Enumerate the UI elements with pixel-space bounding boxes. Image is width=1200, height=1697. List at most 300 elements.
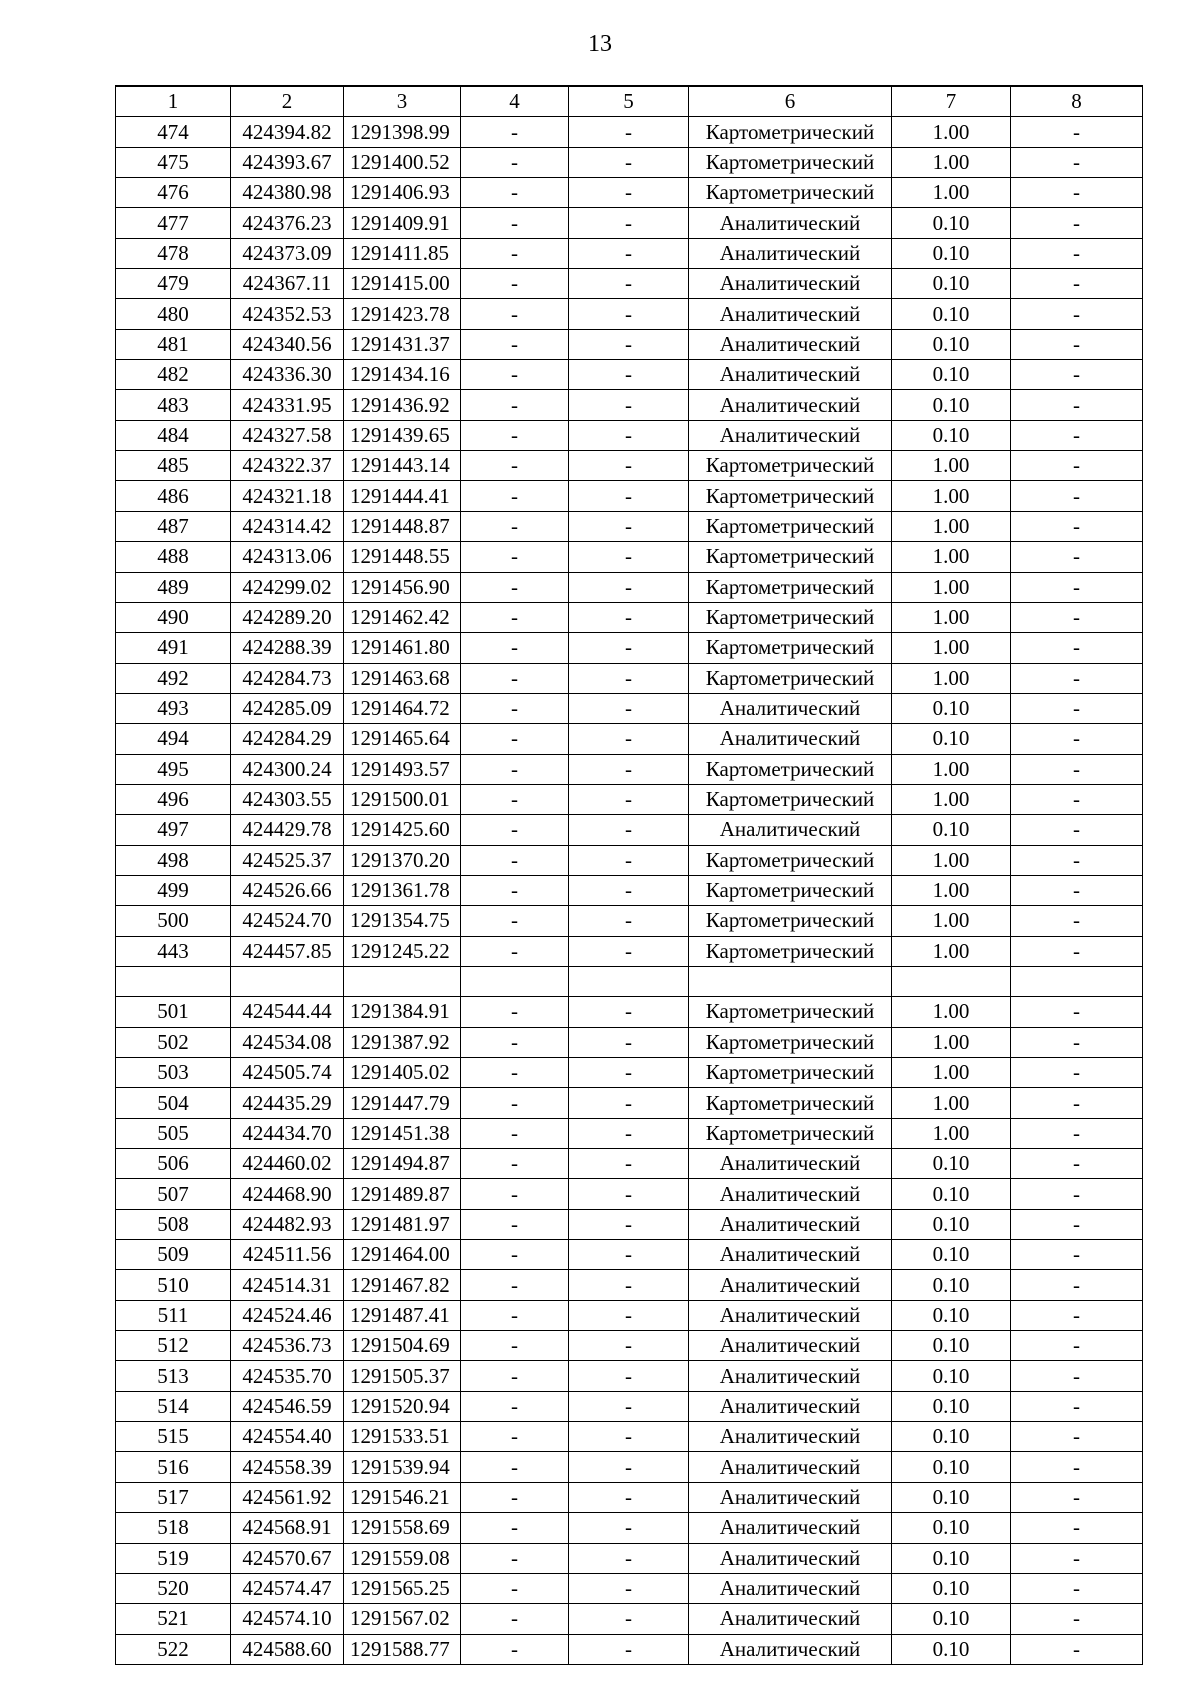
table-cell: 474 xyxy=(116,117,231,147)
table-row xyxy=(116,329,1143,359)
table-cell: 0.10 xyxy=(892,1452,1011,1482)
table-cell: Аналитический xyxy=(689,299,892,329)
table-cell: - xyxy=(569,542,689,572)
table-cell: - xyxy=(461,542,569,572)
table-cell: 1291434.16 xyxy=(344,360,461,390)
table-cell: 0.10 xyxy=(892,360,1011,390)
table-row xyxy=(116,1331,1143,1361)
table-cell: 0.10 xyxy=(892,1209,1011,1239)
table-cell: Аналитический xyxy=(689,360,892,390)
table-cell: 1291425.60 xyxy=(344,815,461,845)
table-cell: - xyxy=(461,451,569,481)
page-number: 13 xyxy=(588,31,612,57)
table-cell: Аналитический xyxy=(689,1179,892,1209)
table-cell: 1291456.90 xyxy=(344,572,461,602)
table-cell: - xyxy=(461,1300,569,1330)
table-cell: 0.10 xyxy=(892,1300,1011,1330)
table-cell: 424536.73 xyxy=(231,1331,344,1361)
table-cell: 493 xyxy=(116,693,231,723)
table-cell: - xyxy=(1011,269,1143,299)
table-cell: - xyxy=(461,997,569,1027)
table-cell: 1291464.00 xyxy=(344,1240,461,1270)
table-cell: - xyxy=(1011,754,1143,784)
table-cell: Аналитический xyxy=(689,1634,892,1664)
table-cell: 513 xyxy=(116,1361,231,1391)
table-cell: 521 xyxy=(116,1604,231,1634)
table-cell: Аналитический xyxy=(689,1149,892,1179)
table-cell: - xyxy=(1011,1270,1143,1300)
table-cell: - xyxy=(1011,1088,1143,1118)
table-cell: 424284.73 xyxy=(231,663,344,693)
table-cell: 424321.18 xyxy=(231,481,344,511)
table-cell: - xyxy=(1011,1179,1143,1209)
table-row xyxy=(116,451,1143,481)
header-cell: 4 xyxy=(461,86,569,117)
table-row xyxy=(116,390,1143,420)
table-cell: 1291558.69 xyxy=(344,1513,461,1543)
table-cell: 477 xyxy=(116,208,231,238)
table-cell: - xyxy=(461,633,569,663)
table-cell: - xyxy=(461,663,569,693)
table-row xyxy=(116,1240,1143,1270)
table-cell: - xyxy=(1011,936,1143,966)
table-cell: - xyxy=(1011,1452,1143,1482)
table-cell: 0.10 xyxy=(892,1240,1011,1270)
table-cell: 1.00 xyxy=(892,906,1011,936)
table-row xyxy=(116,1604,1143,1634)
table-cell: 1291559.08 xyxy=(344,1543,461,1573)
table-row xyxy=(116,511,1143,541)
table-cell: - xyxy=(569,329,689,359)
table-cell: 424394.82 xyxy=(231,117,344,147)
header-cell: 3 xyxy=(344,86,461,117)
table-cell: - xyxy=(1011,1300,1143,1330)
table-cell: - xyxy=(1011,542,1143,572)
table-cell: 424525.37 xyxy=(231,845,344,875)
table-cell: 1291504.69 xyxy=(344,1331,461,1361)
table-cell: 424511.56 xyxy=(231,1240,344,1270)
table-cell: 1.00 xyxy=(892,633,1011,663)
table-cell: 1291462.42 xyxy=(344,602,461,632)
table-cell: Картометрический xyxy=(689,481,892,511)
table-cell: 1291447.79 xyxy=(344,1088,461,1118)
table-cell: 495 xyxy=(116,754,231,784)
table-cell: Картометрический xyxy=(689,1118,892,1148)
table-cell: - xyxy=(461,1452,569,1482)
table-cell: Аналитический xyxy=(689,1513,892,1543)
table-cell: Аналитический xyxy=(689,815,892,845)
table-cell: 1291505.37 xyxy=(344,1361,461,1391)
table-cell: 506 xyxy=(116,1149,231,1179)
table-cell: 424535.70 xyxy=(231,1361,344,1391)
table-cell: 492 xyxy=(116,663,231,693)
table-cell: 503 xyxy=(116,1058,231,1088)
table-cell: 424524.46 xyxy=(231,1300,344,1330)
table-cell: - xyxy=(569,360,689,390)
table-cell: 490 xyxy=(116,602,231,632)
table-cell: 480 xyxy=(116,299,231,329)
table-cell: Аналитический xyxy=(689,390,892,420)
table-cell: 424300.24 xyxy=(231,754,344,784)
table-cell: Картометрический xyxy=(689,663,892,693)
table-cell: - xyxy=(461,511,569,541)
table-cell: - xyxy=(1011,208,1143,238)
table-row xyxy=(116,1179,1143,1209)
table-cell xyxy=(344,966,461,996)
table-cell: Картометрический xyxy=(689,542,892,572)
table-cell: 486 xyxy=(116,481,231,511)
table-cell: 424544.44 xyxy=(231,997,344,1027)
table-row xyxy=(116,1300,1143,1330)
header-cell: 1 xyxy=(116,86,231,117)
table-cell: 443 xyxy=(116,936,231,966)
table-cell: - xyxy=(1011,1209,1143,1239)
table-cell: 512 xyxy=(116,1331,231,1361)
table-cell: Картометрический xyxy=(689,633,892,663)
table-cell: 424376.23 xyxy=(231,208,344,238)
table-cell: - xyxy=(461,754,569,784)
table-cell: 424327.58 xyxy=(231,420,344,450)
table-cell: Аналитический xyxy=(689,1573,892,1603)
table-cell: 0.10 xyxy=(892,1604,1011,1634)
table-cell: 1.00 xyxy=(892,754,1011,784)
table-cell: - xyxy=(569,1361,689,1391)
table-cell: 424299.02 xyxy=(231,572,344,602)
table-cell: 1291493.57 xyxy=(344,754,461,784)
table-cell: - xyxy=(569,1391,689,1421)
table-cell: - xyxy=(569,1331,689,1361)
table-cell: - xyxy=(461,724,569,754)
table-cell: - xyxy=(569,451,689,481)
table-cell: - xyxy=(569,1573,689,1603)
table-cell: 0.10 xyxy=(892,1573,1011,1603)
table-cell: - xyxy=(1011,1513,1143,1543)
table-cell: - xyxy=(461,238,569,268)
table-cell: - xyxy=(461,299,569,329)
table-cell: - xyxy=(461,1331,569,1361)
table-cell: - xyxy=(1011,1604,1143,1634)
table-row xyxy=(116,1027,1143,1057)
table-row xyxy=(116,481,1143,511)
header-cell: 8 xyxy=(1011,86,1143,117)
table-cell: - xyxy=(569,1088,689,1118)
table-row xyxy=(116,1209,1143,1239)
table-cell: 424314.42 xyxy=(231,511,344,541)
table-cell: Картометрический xyxy=(689,572,892,602)
table-cell: - xyxy=(569,906,689,936)
table-cell: Аналитический xyxy=(689,693,892,723)
table-cell xyxy=(689,966,892,996)
table-cell: 499 xyxy=(116,875,231,905)
table-cell: 424322.37 xyxy=(231,451,344,481)
table-cell: 1291411.85 xyxy=(344,238,461,268)
table-cell: 1291245.22 xyxy=(344,936,461,966)
table-cell: 0.10 xyxy=(892,1543,1011,1573)
table-row xyxy=(116,572,1143,602)
table-cell: - xyxy=(1011,390,1143,420)
table-row xyxy=(116,299,1143,329)
table-cell: 424367.11 xyxy=(231,269,344,299)
table-cell: 1291546.21 xyxy=(344,1482,461,1512)
table-cell: 0.10 xyxy=(892,420,1011,450)
table-cell: 424393.67 xyxy=(231,147,344,177)
table-cell: 0.10 xyxy=(892,390,1011,420)
table-cell: 1291533.51 xyxy=(344,1422,461,1452)
table-cell: 1291567.02 xyxy=(344,1604,461,1634)
table-cell: - xyxy=(569,724,689,754)
table-cell: Картометрический xyxy=(689,1058,892,1088)
table-cell: Аналитический xyxy=(689,1391,892,1421)
table-cell: 505 xyxy=(116,1118,231,1148)
table-cell: - xyxy=(569,845,689,875)
table-cell: Картометрический xyxy=(689,936,892,966)
table-cell: 0.10 xyxy=(892,815,1011,845)
table-cell: - xyxy=(461,906,569,936)
table-cell: 516 xyxy=(116,1452,231,1482)
header-row xyxy=(116,86,1143,117)
table-cell: 1291405.02 xyxy=(344,1058,461,1088)
table-row xyxy=(116,633,1143,663)
table-cell: 424561.92 xyxy=(231,1482,344,1512)
table-cell: 522 xyxy=(116,1634,231,1664)
table-cell: 1291443.14 xyxy=(344,451,461,481)
table-cell: 0.10 xyxy=(892,299,1011,329)
table-cell: 514 xyxy=(116,1391,231,1421)
table-row xyxy=(116,1058,1143,1088)
table-cell: 1.00 xyxy=(892,1027,1011,1057)
table-cell: 1291588.77 xyxy=(344,1634,461,1664)
table-cell: 484 xyxy=(116,420,231,450)
table-cell: - xyxy=(1011,906,1143,936)
table-cell: 424482.93 xyxy=(231,1209,344,1239)
table-cell: - xyxy=(1011,1543,1143,1573)
table-cell: 519 xyxy=(116,1543,231,1573)
table-row xyxy=(116,966,1143,996)
table-cell: Картометрический xyxy=(689,1088,892,1118)
table-cell: 424434.70 xyxy=(231,1118,344,1148)
table-cell: 424460.02 xyxy=(231,1149,344,1179)
table-cell: - xyxy=(461,329,569,359)
table-cell: 424588.60 xyxy=(231,1634,344,1664)
header-cell: 7 xyxy=(892,86,1011,117)
table-row xyxy=(116,845,1143,875)
table-cell: - xyxy=(1011,481,1143,511)
table-cell: - xyxy=(1011,178,1143,208)
table-row xyxy=(116,875,1143,905)
table-cell: 520 xyxy=(116,1573,231,1603)
table-cell xyxy=(892,966,1011,996)
table-cell: Картометрический xyxy=(689,997,892,1027)
table-cell: - xyxy=(569,1149,689,1179)
table-cell: - xyxy=(461,481,569,511)
table-cell: 501 xyxy=(116,997,231,1027)
table-cell: 1.00 xyxy=(892,784,1011,814)
table-row xyxy=(116,602,1143,632)
table-cell: - xyxy=(569,1058,689,1088)
table-cell: 1291423.78 xyxy=(344,299,461,329)
table-cell: - xyxy=(461,1270,569,1300)
table-cell: 424289.20 xyxy=(231,602,344,632)
table-cell: 1.00 xyxy=(892,178,1011,208)
table-cell: - xyxy=(1011,238,1143,268)
table-cell: 1291400.52 xyxy=(344,147,461,177)
table-cell: Картометрический xyxy=(689,906,892,936)
table-cell: - xyxy=(1011,815,1143,845)
table-cell: 497 xyxy=(116,815,231,845)
table-cell: - xyxy=(461,1149,569,1179)
table-cell: - xyxy=(461,360,569,390)
table-cell: 1.00 xyxy=(892,511,1011,541)
table-cell: 487 xyxy=(116,511,231,541)
table-cell: - xyxy=(461,1118,569,1148)
table-cell: - xyxy=(461,117,569,147)
table-cell: 518 xyxy=(116,1513,231,1543)
table-cell: - xyxy=(1011,997,1143,1027)
table-cell: 1.00 xyxy=(892,542,1011,572)
table-cell: - xyxy=(461,208,569,238)
table-cell: - xyxy=(569,117,689,147)
table-cell: 424574.10 xyxy=(231,1604,344,1634)
table-cell: - xyxy=(569,1027,689,1057)
table-cell: - xyxy=(569,420,689,450)
table-cell: 1291539.94 xyxy=(344,1452,461,1482)
table-cell: Картометрический xyxy=(689,754,892,784)
table-cell: 1291406.93 xyxy=(344,178,461,208)
table-cell: Аналитический xyxy=(689,1209,892,1239)
table-cell: 496 xyxy=(116,784,231,814)
table-cell: Аналитический xyxy=(689,269,892,299)
table-cell: - xyxy=(569,208,689,238)
table-row xyxy=(116,724,1143,754)
table-cell: - xyxy=(1011,633,1143,663)
table-cell: 0.10 xyxy=(892,1513,1011,1543)
table-row xyxy=(116,997,1143,1027)
table-cell: 517 xyxy=(116,1482,231,1512)
table-cell: 0.10 xyxy=(892,208,1011,238)
table-row xyxy=(116,1270,1143,1300)
table-cell: 481 xyxy=(116,329,231,359)
table-row xyxy=(116,1482,1143,1512)
table-cell: Аналитический xyxy=(689,724,892,754)
table-cell: - xyxy=(1011,602,1143,632)
table-cell: - xyxy=(1011,1331,1143,1361)
table-cell: 1.00 xyxy=(892,1118,1011,1148)
table-cell: 498 xyxy=(116,845,231,875)
table-cell: 1291565.25 xyxy=(344,1573,461,1603)
table-cell: 1.00 xyxy=(892,147,1011,177)
table-cell: 1.00 xyxy=(892,602,1011,632)
table-cell: - xyxy=(1011,1361,1143,1391)
table-cell: 1291448.87 xyxy=(344,511,461,541)
table-body xyxy=(116,86,1143,1664)
table-cell: - xyxy=(569,572,689,602)
table-cell: - xyxy=(569,269,689,299)
table-cell xyxy=(116,966,231,996)
table-cell: 485 xyxy=(116,451,231,481)
table-cell: 1291451.38 xyxy=(344,1118,461,1148)
table-cell: Аналитический xyxy=(689,329,892,359)
table-cell: 0.10 xyxy=(892,1391,1011,1421)
table-cell: - xyxy=(1011,1118,1143,1148)
table-cell: 424303.55 xyxy=(231,784,344,814)
table-cell: 1291439.65 xyxy=(344,420,461,450)
table-cell xyxy=(1011,966,1143,996)
table-row xyxy=(116,1118,1143,1148)
table-cell: - xyxy=(569,815,689,845)
table-cell: 1.00 xyxy=(892,663,1011,693)
table-cell: 424574.47 xyxy=(231,1573,344,1603)
table-cell: 500 xyxy=(116,906,231,936)
table-cell: 1.00 xyxy=(892,997,1011,1027)
table-cell: 0.10 xyxy=(892,1149,1011,1179)
table-cell: 424331.95 xyxy=(231,390,344,420)
table-cell: 494 xyxy=(116,724,231,754)
table-cell: 1291415.00 xyxy=(344,269,461,299)
table-cell: Аналитический xyxy=(689,1543,892,1573)
table-cell: 0.10 xyxy=(892,1482,1011,1512)
table-cell: 478 xyxy=(116,238,231,268)
table-cell: 424352.53 xyxy=(231,299,344,329)
table-cell: 504 xyxy=(116,1088,231,1118)
table-cell: Картометрический xyxy=(689,845,892,875)
table-cell: 1291465.64 xyxy=(344,724,461,754)
table-cell: - xyxy=(461,1604,569,1634)
table-cell: - xyxy=(1011,1482,1143,1512)
table-cell: 424380.98 xyxy=(231,178,344,208)
table-cell: - xyxy=(569,1300,689,1330)
table-row xyxy=(116,936,1143,966)
table-cell: 424284.29 xyxy=(231,724,344,754)
table-row xyxy=(116,420,1143,450)
table-row xyxy=(116,360,1143,390)
table-cell: 424534.08 xyxy=(231,1027,344,1057)
table-cell: - xyxy=(461,390,569,420)
table-cell: Аналитический xyxy=(689,208,892,238)
header-cell: 5 xyxy=(569,86,689,117)
table-cell: 424288.39 xyxy=(231,633,344,663)
table-cell: - xyxy=(569,390,689,420)
table-cell: - xyxy=(461,1027,569,1057)
table-cell: Аналитический xyxy=(689,1482,892,1512)
table-cell: - xyxy=(461,875,569,905)
table-cell: - xyxy=(1011,329,1143,359)
table-cell xyxy=(231,966,344,996)
table-cell xyxy=(569,966,689,996)
table-cell: Картометрический xyxy=(689,875,892,905)
table-cell: 0.10 xyxy=(892,329,1011,359)
table-row xyxy=(116,663,1143,693)
table-cell: 424514.31 xyxy=(231,1270,344,1300)
table-cell: - xyxy=(569,1634,689,1664)
table-cell: - xyxy=(569,1604,689,1634)
table-cell: Аналитический xyxy=(689,1452,892,1482)
table-cell: - xyxy=(461,1634,569,1664)
table-cell: - xyxy=(1011,572,1143,602)
table-row xyxy=(116,542,1143,572)
table-cell: 0.10 xyxy=(892,238,1011,268)
table-cell: - xyxy=(569,875,689,905)
table-cell: - xyxy=(569,1209,689,1239)
table-cell: - xyxy=(1011,299,1143,329)
table-cell: Картометрический xyxy=(689,784,892,814)
header-cell: 6 xyxy=(689,86,892,117)
table-cell: 1.00 xyxy=(892,845,1011,875)
table-row xyxy=(116,1149,1143,1179)
table-cell: - xyxy=(569,481,689,511)
table-cell: 1291370.20 xyxy=(344,845,461,875)
coordinates-table xyxy=(115,85,1143,1665)
table-cell: 424340.56 xyxy=(231,329,344,359)
